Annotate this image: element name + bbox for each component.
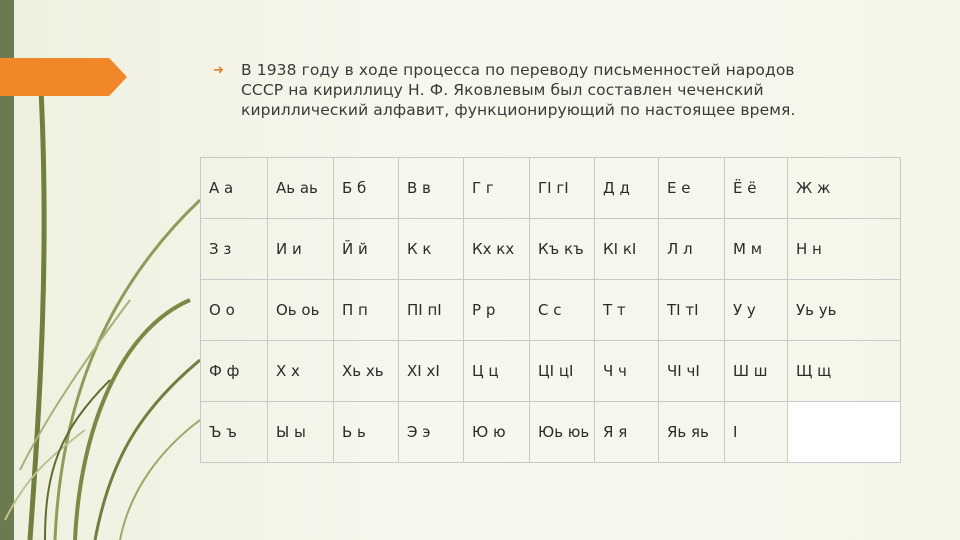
letter-cell: Ш ш [725, 341, 788, 402]
letter-cell: ГI гI [530, 158, 595, 219]
letter-cell: Аь аь [268, 158, 334, 219]
letter-cell: Э э [399, 402, 464, 463]
letter-cell: ХI хI [399, 341, 464, 402]
letter-cell: КI кI [595, 219, 659, 280]
letter-cell: ТI тI [659, 280, 725, 341]
letter-cell: Ю ю [464, 402, 530, 463]
table-row [201, 280, 901, 341]
letter-cell: С с [530, 280, 595, 341]
letter-cell: Юь юь [530, 402, 595, 463]
letter-cell: Ч ч [595, 341, 659, 402]
letter-cell: Хь хь [334, 341, 399, 402]
letter-cell: ЧI чI [659, 341, 725, 402]
orange-accent-tab [0, 58, 127, 96]
letter-cell: ЦI цI [530, 341, 595, 402]
text-line: В 1938 году в ходе процесса по переводу письменностей народов [241, 61, 795, 79]
bullet-paragraph [213, 60, 893, 120]
letter-cell: Р р [464, 280, 530, 341]
letter-cell: К к [399, 219, 464, 280]
letter-cell: Щ щ [788, 341, 901, 402]
letter-cell: Й й [334, 219, 399, 280]
letter-cell: З з [201, 219, 268, 280]
letter-cell: Къ къ [530, 219, 595, 280]
letter-cell: Ф ф [201, 341, 268, 402]
empty-cell [788, 402, 901, 463]
letter-cell: Ъ ъ [201, 402, 268, 463]
table-row [201, 402, 901, 463]
letter-cell: Л л [659, 219, 725, 280]
table-row [201, 219, 901, 280]
letter-cell: Ё ё [725, 158, 788, 219]
letter-cell: Г г [464, 158, 530, 219]
letter-cell: Д д [595, 158, 659, 219]
letter-cell: Я я [595, 402, 659, 463]
text-line: кириллический алфавит, функционирующий по настоящее время. [241, 101, 796, 119]
letter-cell: М м [725, 219, 788, 280]
letter-cell: ПI пI [399, 280, 464, 341]
letter-cell: И и [268, 219, 334, 280]
letter-cell: Яь яь [659, 402, 725, 463]
letter-cell: Е е [659, 158, 725, 219]
letter-cell: Ы ы [268, 402, 334, 463]
text-line: СССР на кириллицу Н. Ф. Яковлевым был составлен чеченский [241, 81, 764, 99]
letter-cell: Уь уь [788, 280, 901, 341]
letter-cell: Т т [595, 280, 659, 341]
letter-cell: О о [201, 280, 268, 341]
paragraph-text [241, 60, 796, 120]
letter-cell: П п [334, 280, 399, 341]
letter-cell: А а [201, 158, 268, 219]
letter-cell: Кх кх [464, 219, 530, 280]
letter-cell: У у [725, 280, 788, 341]
letter-cell: Х х [268, 341, 334, 402]
letter-cell: Оь оь [268, 280, 334, 341]
letter-cell: Н н [788, 219, 901, 280]
table-row [201, 341, 901, 402]
letter-cell: Б б [334, 158, 399, 219]
table-row [201, 158, 901, 219]
letter-cell: Ц ц [464, 341, 530, 402]
letter-cell: Ь ь [334, 402, 399, 463]
arrow-right-icon: ➜ [213, 63, 224, 78]
letter-cell: I [725, 402, 788, 463]
letter-cell: Ж ж [788, 158, 901, 219]
letter-cell: В в [399, 158, 464, 219]
alphabet-table [200, 157, 901, 463]
